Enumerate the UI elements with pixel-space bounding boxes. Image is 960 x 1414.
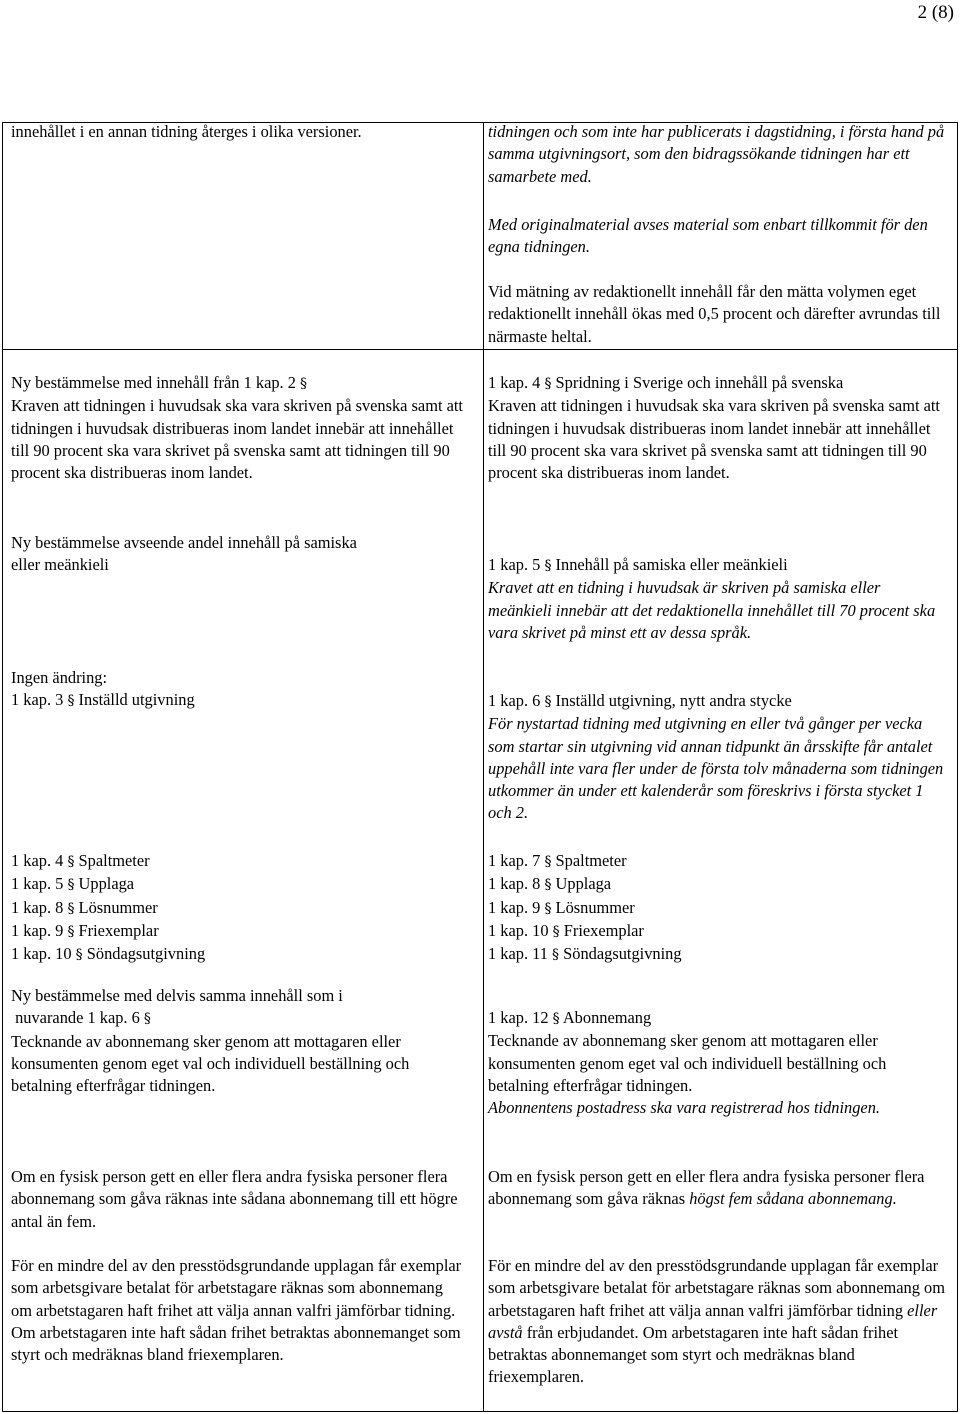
left-section-3-heading: 1 kap. 3 § Inställd utgivning (11, 690, 195, 710)
list-item: 1 kap. 9 § Friexemplar (11, 920, 159, 940)
left-section-4-paragraph-2: Om en fysisk person gett en eller flera andra fysiska personer flera abonnemang som gåva räknas inte sådana abonnemang till ett högre antal än fem. (11, 1167, 458, 1231)
section-sign-icon: § (67, 854, 75, 870)
right-intro-2-text: Med originalmaterial avses material som enbart tillkommit för den egna tidningen. (488, 215, 928, 257)
list-item: 1 kap. 7 § Spaltmeter (488, 851, 627, 870)
left-intro-text: innehållet i en annan tidning återges i olika versioner. (11, 122, 362, 141)
section-sign-icon: § (544, 694, 552, 710)
section-sign-icon: § (67, 923, 75, 940)
section-sign-icon: § (143, 1011, 151, 1028)
right-section-4-paragraph-3 (488, 1255, 948, 1389)
right-section-3 (488, 690, 948, 825)
right-intro-3 (488, 281, 948, 348)
list-item: 1 kap. 5 § Upplaga (11, 874, 135, 894)
right-section-4-part-3 (488, 1255, 948, 1389)
right-section-3-heading: 1 kap. 6 § Inställd utgivning, nytt andra stycke (488, 691, 792, 710)
section-sign-icon: § (67, 693, 75, 710)
right-section-4-paragraph-1: Tecknande av abonnemang sker genom att mottagaren eller konsumenten genom eget val och individuell beställning och betalning efterfrågar tidningen. (488, 1031, 887, 1095)
right-intro-3-text: Vid mätning av redaktionellt innehåll får den mätta volymen eget redaktionellt innehåll ökas med 0,5 procent och därefter avrundas till närmaste heltal. (488, 282, 941, 346)
left-section-1-body: Kraven att tidningen i huvudsak ska vara skriven på svenska samt att tidningen i huvudsak distribueras inom landet innebär att innehållet till 90 procent ska vara skrivet på svenska samt att tidningen till 90 procent ska distribueras inom landet. (11, 396, 463, 483)
list-item: 1 kap. 11 § Söndagsutgivning (488, 944, 682, 964)
section-sign-icon: § (67, 877, 75, 894)
right-section-2 (488, 554, 948, 644)
section-sign-icon: § (300, 376, 308, 392)
right-section-4-paragraph-2-addition: högst fem sådana abonnemang. (689, 1189, 897, 1209)
list-item: 1 kap. 10 § Söndagsutgivning (11, 944, 206, 964)
right-section-4-paragraph-2 (488, 1166, 948, 1211)
section-sign-icon: § (544, 877, 552, 894)
section-sign-icon: § (552, 947, 560, 964)
right-new-list (488, 850, 948, 966)
left-section-4-paragraph-3: För en mindre del av den presstödsgrundande upplagan får exemplar som arbetsgivare betalat för arbetstagare räknas som abonnemang om arbetstagaren haft frihet att välja annan valfri jämförbar tidning. Om arbetstagaren inte haft sådan frihet betraktas abonnemanget som styrt och medräknas bland friexemplaren. (11, 1256, 462, 1365)
left-section-4-paragraph-1: Tecknande av abonnemang sker genom att mottagaren eller konsumenten genom eget val och individuell beställning och betalning efterfrågar tidningen. (11, 1031, 410, 1096)
left-section-4 (11, 985, 466, 1097)
right-section-4-part-2 (488, 1166, 948, 1211)
right-intro-1-text: tidningen och som inte har publicerats i dagstidning, i första hand på samma utgivningsort, som den bidragssökande tidningen har ett samarbete med. (488, 122, 945, 186)
right-section-1-heading: 1 kap. 4 § Spridning i Sverige och innehåll på svenska (488, 373, 844, 392)
left-section-4-part-3 (11, 1255, 466, 1366)
right-section-4-heading: 1 kap. 12 § Abonnemang (488, 1008, 652, 1027)
left-section-1 (11, 372, 466, 484)
left-section-2-heading-line-1: Ny bestämmelse avseende andel innehåll på samiska (11, 533, 357, 552)
section-sign-icon: § (544, 854, 552, 870)
section-sign-icon: § (67, 900, 75, 917)
right-section-1 (488, 372, 948, 484)
right-intro-1 (488, 121, 948, 188)
right-intro-2 (488, 214, 948, 259)
section-sign-icon: § (544, 900, 552, 917)
row-divider (3, 349, 957, 350)
right-section-4-paragraph-1-addition: Abonnentens postadress ska vara registrerad hos tidningen. (488, 1098, 880, 1118)
left-section-1-heading: Ny bestämmelse med innehåll från 1 kap. 2 § (11, 373, 308, 392)
list-item: 1 kap. 10 § Friexemplar (488, 920, 644, 940)
right-section-4-paragraph-3-addition: eller avstå (488, 1300, 938, 1342)
right-section-4 (488, 1007, 948, 1119)
section-sign-icon: § (552, 923, 560, 940)
page-number: 2 (8) (917, 2, 954, 23)
right-section-4-paragraph-3-text: För en mindre del av den presstödsgrundande upplagan får exemplar som arbetsgivare betalat för arbetstagare räknas som abonnemang om arbetstagaren haft frihet att välja annan valfri jämförbar tidning (488, 1256, 945, 1320)
no-change-label: Ingen ändring: (11, 668, 108, 687)
left-section-2 (11, 532, 466, 577)
right-section-2-body: Kravet att en tidning i huvudsak är skriven på samiska eller meänkieli innebär att det redaktionella innehållet till 70 procent ska vara skrivet på minst ett av dessa språk. (488, 578, 936, 642)
left-section-4-part-2 (11, 1166, 466, 1233)
list-item: 1 kap. 4 § Spaltmeter (11, 851, 150, 870)
section-sign-icon: § (544, 558, 552, 574)
left-unchanged-list (11, 850, 466, 966)
list-item: 1 kap. 8 § Upplaga (488, 874, 612, 894)
list-item: 1 kap. 9 § Lösnummer (488, 897, 635, 917)
section-sign-icon: § (544, 376, 552, 392)
right-section-2-heading: 1 kap. 5 § Innehåll på samiska eller meänkieli (488, 555, 788, 574)
right-section-4-paragraph-2-text: Om en fysisk person gett en eller flera andra fysiska personer flera abonnemang som gåva räknas (488, 1167, 925, 1209)
column-divider (483, 123, 484, 1411)
left-section-4-heading-line-1: Ny bestämmelse med delvis samma innehåll som i (11, 986, 343, 1005)
right-section-4-paragraph-3-tail: från erbjudandet. Om arbetstagaren inte haft sådan frihet betraktas abonnemanget som styrt och medräknas bland friexemplaren. (488, 1322, 899, 1387)
left-section-2-heading-line-2: eller meänkieli (11, 555, 109, 575)
section-sign-icon: § (552, 1011, 560, 1027)
list-item: 1 kap. 8 § Lösnummer (11, 897, 158, 917)
left-section-4-heading-line-2: nuvarande 1 kap. 6 § (11, 1008, 151, 1028)
section-sign-icon: § (75, 947, 83, 964)
left-intro (11, 121, 466, 143)
right-section-1-body: Kraven att tidningen i huvudsak ska vara skriven på svenska samt att tidningen i huvudsak distribueras inom landet innebär att innehållet till 90 procent ska vara skrivet på svenska samt att tidningen till 90 procent ska distribueras inom landet. (488, 396, 940, 483)
right-section-3-body: För nystartad tidning med utgivning en eller två gånger per vecka som startar sin utgivning vid annan tidpunkt än årsskifte får antalet uppehåll inte vara fler under de första tolv månaderna som tidningen utkommer än under ett kalenderår som föreskrivs i första stycket 1 och 2. (488, 714, 944, 823)
left-section-3 (11, 667, 466, 713)
